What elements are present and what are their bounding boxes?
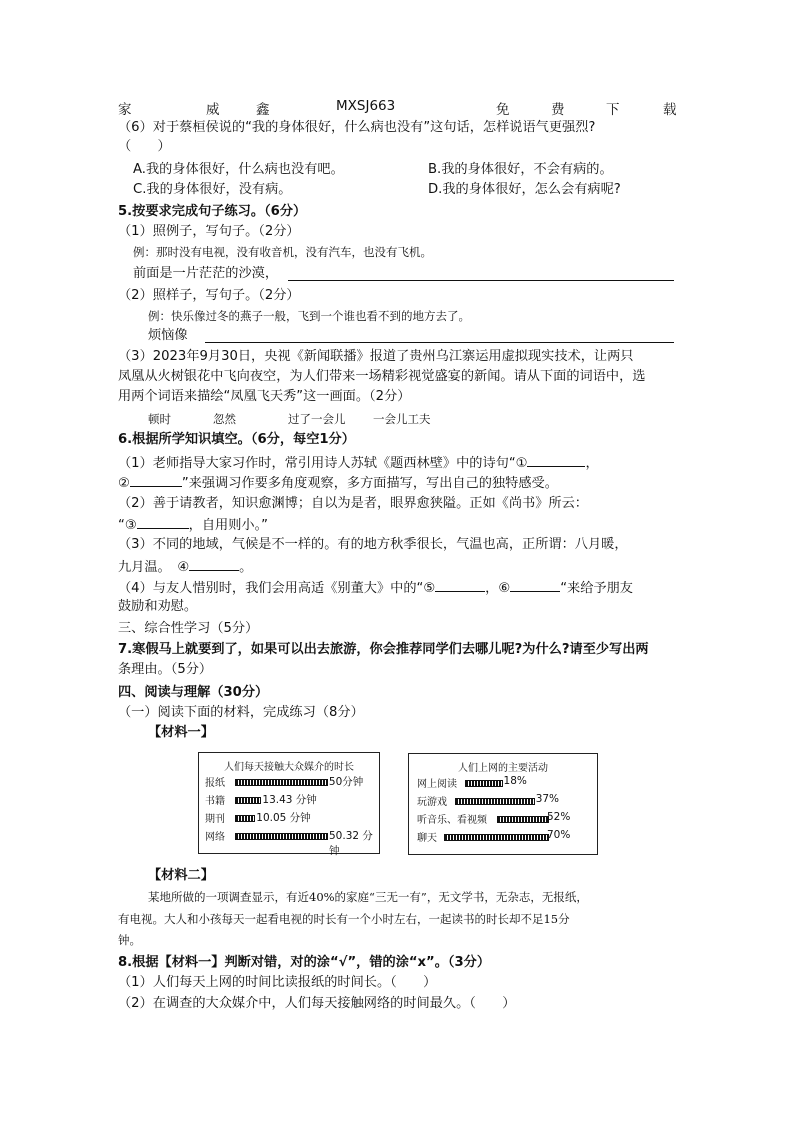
judgement-item: （1）人们每天上网的时间比读报纸的时间长。（ ） [118,975,437,990]
chart-value-label: 37% [535,793,560,805]
question-text: （3）不同的地域，气候是不一样的。有的地方秋季很长，气温也高，正所谓：八月暖， [118,537,628,552]
text-part: 九月温。 ④ [118,560,190,575]
question-text: 用两个词语来描绘“凤凰飞天秀”这一画面。（2分） [118,389,411,404]
option-b: B.我的身体很好，不会有病的。 [428,162,613,177]
chart-bar [465,780,503,787]
fill-blank-3[interactable] [137,514,189,529]
header-char: 鑫 [256,102,270,118]
question-title: 5.按要求完成句子练习。（6分） [118,204,307,219]
header-char: 费 [551,102,565,118]
fill-blank-4[interactable] [189,556,239,571]
question-title: 6.根据所学知识填空。（6分，每空1分） [118,432,355,447]
chart-bar [497,816,550,823]
chart-value-label: 13.43 分钟 [262,794,317,806]
chart-value-label: 18% [503,775,527,787]
chart-value-label: 50分钟 [328,776,364,788]
question-text: （2）善于请教者，知识愈渊博；自以为是者，眼界愈狭隘。正如《尚书》所云： [118,496,588,511]
judgement-item: （2）在调查的大众媒介中，人们每天接触网络的时间最久。（ ） [118,996,516,1011]
header-char: 家 [118,102,132,118]
text-part: （1）老师指导大家习作时，常引用诗人苏轼《题西林壁》中的诗句“① [118,456,528,471]
chart-category-label: 聊天 [417,833,437,844]
question-text: （3）2023年9月30日，央视《新闻联播》报道了贵州乌江寨运用虚拟现实技术，让两只 [118,349,634,364]
text-part: “③ [118,518,137,533]
question-text [118,452,599,473]
question-text: 条理由。（5分） [118,662,213,677]
option-c: C.我的身体很好，没有病。 [133,182,292,197]
header-char: 下 [606,102,620,118]
question-text: 凤凰从火树银花中飞向夜空，为人们带来一场精彩视觉盛宴的新闻。请从下面的词语中，选 [118,369,646,384]
text-part: “来给予朋友 [560,581,633,596]
material-text: 钟。 [118,933,141,947]
header-char: 威 [206,102,220,118]
material-text: 有电视。大人和小孩每天一起看电视的时长有一个小时左右，一起读书的时长却不足15分 [118,912,570,926]
chart-value-label: 70% [547,829,571,841]
sentence-prompt: 前面是一片茫茫的沙漠， [133,266,279,281]
word-option: 忽然 [213,412,236,426]
text-part: （4）与友人惜别时，我们会用高适《别董大》中的“⑤ [118,581,436,596]
answer-line[interactable] [205,342,674,343]
chart-category-label: 玩游戏 [417,797,447,808]
question-text: 鼓励和劝慰。 [118,599,198,614]
chart-value-label: 10.05 分钟 [256,812,311,824]
text-part: ② [118,476,130,491]
chart-bar [235,815,255,822]
chart-category-label: 书籍 [205,796,225,807]
chart-category-label: 网上阅读 [417,779,457,790]
fill-blank-1[interactable] [527,452,585,467]
sentence-prompt: 烦恼像 [148,328,188,343]
section-title: 三、综合性学习（5分） [118,621,259,636]
example-sentence: 例：快乐像过冬的燕子一般，飞到一个谁也看不到的地方去了。 [148,309,470,323]
chart-bar [235,833,328,840]
text-part: ，⑥ [485,581,511,596]
example-sentence: 例：那时没有电视，没有收音机，没有汽车，也没有飞机。 [133,245,432,259]
chart-bar [235,797,261,804]
chart-title: 人们每天接触大众媒介的时长 [224,762,354,773]
section-title: 四、阅读与理解（30分） [118,685,269,700]
material-label: 【材料二】 [148,868,214,883]
question-text [118,556,252,577]
header-code: MXSJ663 [336,98,396,114]
header-char: 免 [496,102,510,118]
material-text: 某地所做的一项调查显示，有近40%的家庭“三无一有”，无文学书，无杂志，无报纸， [148,890,588,904]
chart-value-label: 52% [547,811,571,823]
media-time-chart [198,752,380,857]
fill-blank-6[interactable] [510,577,560,592]
header-char: 载 [663,102,677,118]
text-part: ”来强调习作要多角度观察，多方面描写，写出自己的独特感受。 [181,476,558,491]
word-option: 一会儿工夫 [373,412,431,426]
fill-blank-5[interactable] [435,577,485,592]
question-text: 7.寒假马上就要到了，如果可以出去旅游，你会推荐同学们去哪儿呢?为什么?请至少写出两 [118,642,649,657]
answer-line[interactable] [288,280,674,281]
question-text [118,514,268,535]
chart-category-label: 听音乐、看视频 [417,815,487,826]
word-option: 过了一会儿 [288,412,346,426]
sub-question: （2）照样子，写句子。（2分） [118,288,300,303]
answer-paren[interactable]: （ ） [118,139,171,154]
fill-blank-2[interactable] [130,472,182,487]
text-part: ， [585,456,599,471]
word-option: 顿时 [148,412,171,426]
text-part: 。 [239,560,253,575]
chart-category-label: 期刊 [205,814,225,825]
chart-bar [455,798,535,805]
material-label: 【材料一】 [148,725,214,740]
sub-question: （1）照例子，写句子。（2分） [118,224,300,239]
online-activity-chart [408,753,598,855]
chart-bar [235,779,328,786]
option-a: A.我的身体很好，什么病也没有吧。 [133,162,344,177]
chart-category-label: 网络 [205,832,225,843]
option-d: D.我的身体很好，怎么会有病呢? [428,182,621,197]
question-title: 8.根据【材料一】判断对错，对的涂“√”，错的涂“x”。（3分） [118,955,491,970]
question-text [118,472,558,493]
text-part: ，自用则小。” [188,518,269,533]
chart-category-label: 报纸 [205,778,225,789]
chart-title: 人们上网的主要活动 [458,763,548,774]
chart-value-label: 50.32 分钟 [329,830,373,857]
part-title: （一）阅读下面的材料，完成练习（8分） [118,705,364,720]
question-text [118,577,633,598]
question-stem: （6）对于蔡桓侯说的“我的身体很好，什么病也没有”这句话，怎样说语气更强烈? [118,120,596,135]
chart-bar [444,834,549,841]
